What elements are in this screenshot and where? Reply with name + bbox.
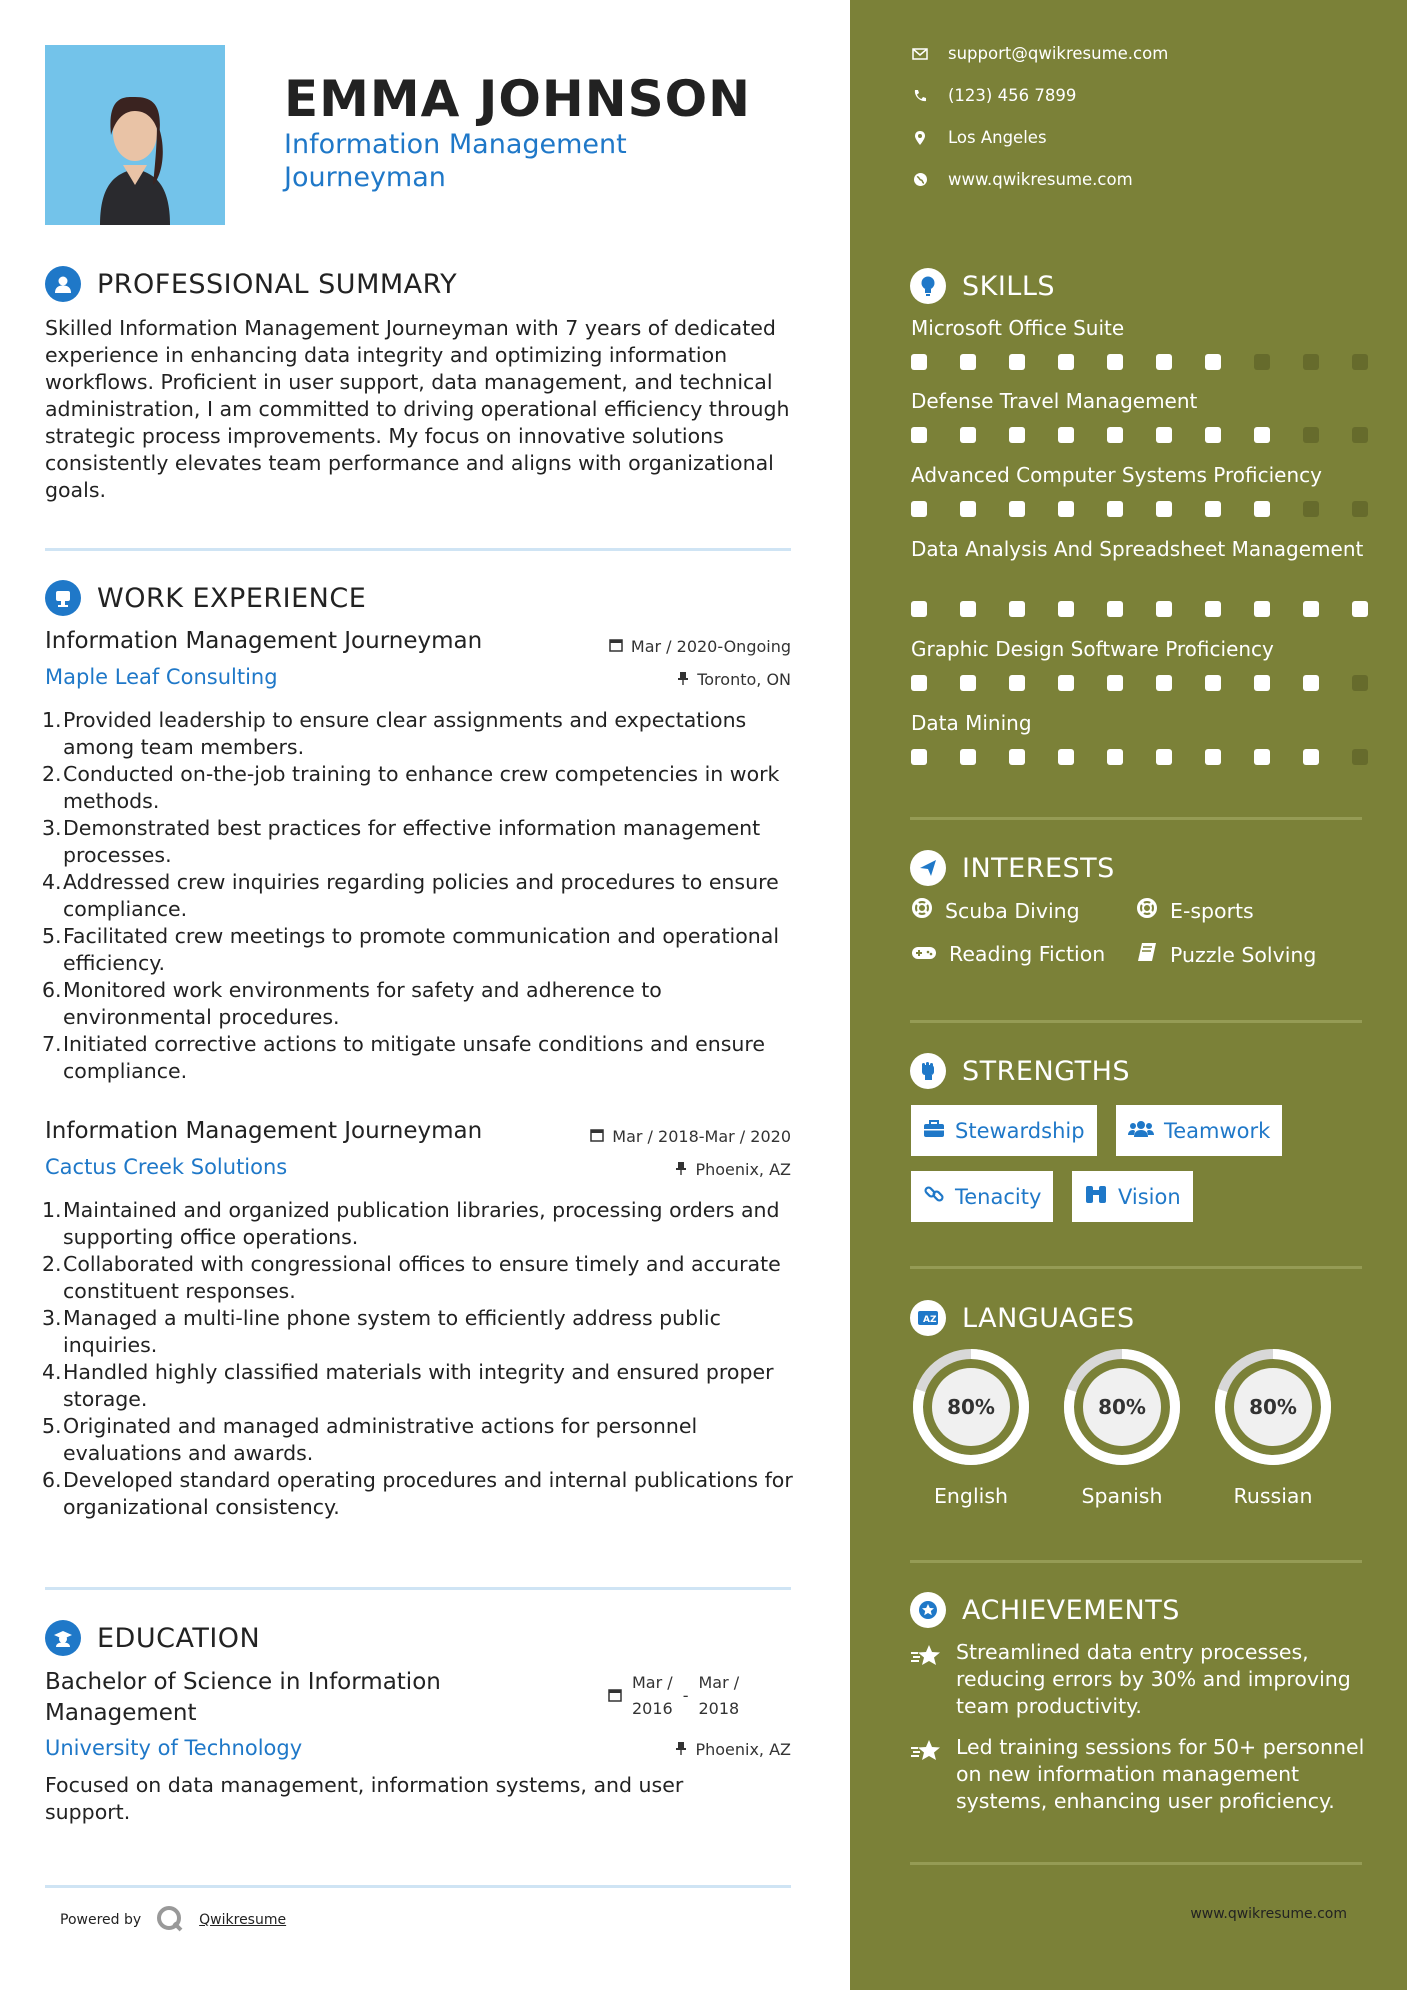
skill-dot-filled [1009, 601, 1025, 617]
job-location-text: Phoenix, AZ [695, 1160, 791, 1179]
skill-dot-filled [960, 354, 976, 370]
divider [910, 1862, 1362, 1865]
summary-title: PROFESSIONAL SUMMARY [97, 268, 458, 300]
education-start-month: Mar / [632, 1673, 673, 1692]
skill-name: Data Mining [911, 711, 1032, 735]
strengths-heading [910, 1053, 1130, 1089]
link-icon [923, 1183, 945, 1210]
skill-dot-filled [1352, 601, 1368, 617]
job-date-text: Mar / 2018-Mar / 2020 [612, 1127, 791, 1146]
contact-phone [910, 86, 1076, 105]
skill-dot-filled [1156, 501, 1172, 517]
skill-dot-empty [1303, 354, 1319, 370]
skill-rating [911, 675, 1368, 691]
divider [910, 1560, 1362, 1563]
list-item: 6. Developed standard operating procedures and internal publications for organizational consistency. [42, 1468, 793, 1519]
skill-dot-filled [1156, 601, 1172, 617]
profile-photo [45, 45, 225, 225]
skills-heading [910, 268, 1055, 304]
education-date-separator: - [682, 1686, 689, 1705]
achievement-item: Streamlined data entry processes, reducing errors by 30% and improving team productivity. [910, 1639, 1370, 1720]
skill-name: Microsoft Office Suite [911, 316, 1125, 340]
language-name: English [933, 1484, 1009, 1508]
skill-dot-filled [960, 675, 976, 691]
skill-dot-filled [911, 675, 927, 691]
job-bullets [42, 1197, 795, 1521]
skill-dot-filled [1303, 601, 1319, 617]
divider [45, 1587, 791, 1590]
language-name: Spanish [1081, 1484, 1163, 1508]
list-item: 4. Handled highly classified materials with integrity and ensured proper storage. [42, 1360, 774, 1411]
skill-dot-filled [1156, 675, 1172, 691]
skill-dot-filled [1254, 675, 1270, 691]
skill-rating [911, 427, 1368, 443]
language-percent: 80% [1098, 1395, 1146, 1419]
skill-name: Defense Travel Management [911, 389, 1198, 413]
list-item: 2. Conducted on-the-job training to enhance crew competencies in work methods. [42, 762, 780, 813]
experience-title: WORK EXPERIENCE [97, 582, 367, 614]
contact-website [910, 170, 1133, 189]
strength-badge: Teamwork [1116, 1105, 1282, 1156]
candidate-role: Information Management Journeyman [284, 129, 627, 193]
strengths-title: STRENGTHS [962, 1055, 1131, 1087]
skill-dot-filled [1009, 501, 1025, 517]
contact-location-text: Los Angeles [948, 128, 1047, 147]
map-pin-icon [910, 130, 930, 146]
skill-dot-filled [1205, 675, 1221, 691]
calendar-icon [609, 637, 623, 656]
education-text: Focused on data management, information systems, and user support. [45, 1773, 684, 1824]
skill-dot-filled [960, 749, 976, 765]
education-end-year: 2018 [698, 1699, 740, 1718]
skill-name: Data Analysis And Spreadsheet Management [911, 537, 1364, 561]
skill-dot-empty [1352, 675, 1368, 691]
skill-dot-empty [1303, 501, 1319, 517]
language-progress-ring [910, 1346, 1032, 1468]
skill-dot-filled [1058, 749, 1074, 765]
list-item: 5. Originated and managed administrative actions for personnel evaluations and awards. [42, 1414, 698, 1465]
skill-dot-filled [1009, 749, 1025, 765]
skill-dot-filled [1254, 749, 1270, 765]
list-item: 6. Monitored work environments for safety and adherence to environmental procedures. [42, 978, 662, 1029]
skill-dot-filled [1107, 354, 1123, 370]
skill-dot-filled [911, 749, 927, 765]
language-progress-ring [1212, 1346, 1334, 1468]
powered-by-label: Powered by [60, 1912, 142, 1928]
list-item: 3. Demonstrated best practices for effective information management processes. [42, 816, 761, 867]
languages-heading [910, 1300, 1135, 1336]
paper-plane-icon [910, 850, 946, 886]
interest-item: Puzzle Solving [1136, 942, 1316, 967]
interest-item: Scuba Diving [911, 897, 1080, 924]
experience-heading [45, 580, 366, 616]
company-name: Maple Leaf Consulting [45, 665, 278, 689]
interests-title: INTERESTS [962, 852, 1115, 884]
star-icon [910, 1639, 942, 1720]
svg-text:A: A [923, 1315, 931, 1325]
skill-dot-filled [1205, 354, 1221, 370]
fist-icon [910, 1053, 946, 1089]
users-icon [1128, 1119, 1154, 1143]
languages-title: LANGUAGES [962, 1302, 1135, 1334]
education-title: EDUCATION [97, 1622, 261, 1654]
skill-dot-filled [1205, 501, 1221, 517]
divider [910, 817, 1362, 820]
pin-icon [675, 1160, 687, 1179]
skill-dot-empty [1254, 354, 1270, 370]
education-location-text: Phoenix, AZ [695, 1740, 791, 1759]
skill-dot-filled [1205, 749, 1221, 765]
skill-name: Graphic Design Software Proficiency [911, 637, 1274, 661]
user-icon [45, 266, 81, 302]
list-item: 1. Provided leadership to ensure clear assignments and expectations among team members. [42, 708, 747, 759]
list-item: 2. Collaborated with congressional offices to ensure timely and accurate constituent responses. [42, 1252, 781, 1303]
job-location [675, 1160, 791, 1179]
education-date [608, 1670, 739, 1722]
pin-icon [677, 670, 689, 689]
interests-heading [910, 850, 1115, 886]
contact-email [910, 44, 1168, 63]
language-percent: 80% [1249, 1395, 1297, 1419]
skill-dot-filled [1303, 749, 1319, 765]
job-bullets [42, 707, 795, 1085]
briefcase-icon [923, 1119, 945, 1143]
achievements-heading [910, 1592, 1180, 1628]
strength-badge: Vision [1072, 1171, 1193, 1222]
language-name: Russian [1233, 1484, 1313, 1508]
skill-dot-filled [911, 427, 927, 443]
skill-rating [911, 749, 1368, 765]
lightbulb-icon [910, 268, 946, 304]
skill-dot-filled [1156, 427, 1172, 443]
lifebuoy-icon [1136, 897, 1158, 924]
binoculars-icon [1084, 1184, 1108, 1209]
interest-item: Reading Fiction [911, 942, 1105, 966]
skill-dot-filled [1058, 501, 1074, 517]
achievements-title: ACHIEVEMENTS [962, 1594, 1180, 1626]
calendar-icon [590, 1127, 604, 1146]
qwikresume-link[interactable]: Qwikresume [199, 1912, 287, 1928]
job-date-text: Mar / 2020-Ongoing [630, 637, 791, 656]
skill-dot-filled [1107, 749, 1123, 765]
job-date [609, 637, 791, 656]
list-item: 7. Initiated corrective actions to mitigate unsafe conditions and ensure compliance. [42, 1032, 765, 1083]
list-item: 4. Addressed crew inquiries regarding policies and procedures to ensure compliance. [42, 870, 779, 921]
divider [910, 1266, 1362, 1269]
sidebar [850, 0, 1407, 1990]
translate-icon [910, 1300, 946, 1336]
skill-dot-empty [1352, 427, 1368, 443]
education-location [675, 1740, 791, 1759]
skill-dot-filled [1303, 675, 1319, 691]
skill-dot-filled [1254, 427, 1270, 443]
lifebuoy-icon [911, 897, 933, 924]
footer-url[interactable]: www.qwikresume.com [1190, 1906, 1347, 1922]
job-date [590, 1127, 791, 1146]
star-icon [910, 1734, 942, 1815]
calendar-icon [608, 1670, 622, 1722]
skill-dot-filled [1058, 675, 1074, 691]
contact-location [910, 128, 1047, 147]
language-progress-ring [1061, 1346, 1183, 1468]
language-item [1061, 1346, 1183, 1508]
skill-dot-filled [1205, 427, 1221, 443]
skill-dot-filled [1107, 501, 1123, 517]
skill-dot-filled [1107, 675, 1123, 691]
skill-dot-filled [911, 354, 927, 370]
globe-icon [910, 172, 930, 187]
contact-email-text[interactable]: support@qwikresume.com [948, 44, 1169, 63]
skill-dot-filled [1254, 601, 1270, 617]
phone-icon [910, 89, 930, 103]
skill-dot-filled [1107, 427, 1123, 443]
divider [45, 548, 791, 551]
skill-name: Advanced Computer Systems Proficiency [911, 463, 1322, 487]
interest-item: E-sports [1136, 897, 1254, 924]
education-end-month: Mar / [698, 1673, 740, 1692]
education-heading [45, 1620, 260, 1656]
skill-rating [911, 601, 1368, 617]
divider [45, 1885, 791, 1888]
star-badge-icon [910, 1592, 946, 1628]
contact-phone-text: (123) 456 7899 [948, 86, 1077, 105]
achievement-item: Led training sessions for 50+ personnel on new information management systems, enhancing user proficiency. [910, 1734, 1370, 1815]
graduation-cap-icon [45, 1620, 81, 1656]
powered-by [60, 1904, 286, 1936]
skill-dot-filled [911, 601, 927, 617]
summary-text: Skilled Information Management Journeyman with 7 years of dedicated experience in enhancing data integrity and optimizing information workflows. Proficient in user support, data management, and technical administration, I am committed to driving operational efficiency through strategic process improvements. My focus on innovative solutions consistently elevates team performance and aligns with organizational goals. [45, 316, 790, 502]
summary-heading [45, 266, 457, 302]
skill-dot-filled [1254, 501, 1270, 517]
skill-dot-filled [960, 427, 976, 443]
language-item [1212, 1346, 1334, 1508]
skill-dot-filled [1156, 354, 1172, 370]
skill-dot-filled [1009, 354, 1025, 370]
education-start-year: 2016 [632, 1699, 673, 1718]
skill-dot-empty [1352, 354, 1368, 370]
job-location [677, 670, 791, 689]
strength-badge: Stewardship [911, 1105, 1097, 1156]
skill-dot-empty [1352, 501, 1368, 517]
skill-dot-filled [960, 501, 976, 517]
company-name: Cactus Creek Solutions [45, 1155, 288, 1179]
job-title: Information Management Journeyman [45, 1118, 483, 1144]
book-icon [1136, 942, 1158, 967]
skill-dot-filled [1058, 354, 1074, 370]
skill-dot-filled [1205, 601, 1221, 617]
language-item [910, 1346, 1032, 1508]
gamepad-icon [911, 942, 937, 966]
divider [910, 1020, 1362, 1023]
skill-dot-filled [911, 501, 927, 517]
svg-text:Z: Z [930, 1315, 938, 1325]
skill-dot-filled [1009, 675, 1025, 691]
skill-rating [911, 354, 1368, 370]
school-name: University of Technology [45, 1736, 303, 1760]
skill-dot-filled [1058, 427, 1074, 443]
skill-rating [911, 501, 1368, 517]
skill-dot-empty [1352, 749, 1368, 765]
degree-title: Bachelor of Science in Information Management [45, 1669, 441, 1726]
envelope-icon [910, 48, 930, 60]
skill-dot-filled [1156, 749, 1172, 765]
skill-dot-empty [1303, 427, 1319, 443]
strength-badge: Tenacity [911, 1171, 1053, 1222]
briefcase-icon [45, 580, 81, 616]
skills-title: SKILLS [962, 270, 1056, 302]
job-location-text: Toronto, ON [697, 670, 791, 689]
skill-dot-filled [960, 601, 976, 617]
candidate-name: EMMA JOHNSON [284, 70, 751, 128]
list-item: 1. Maintained and organized publication libraries, processing orders and supporting office operations. [42, 1198, 780, 1249]
language-percent: 80% [947, 1395, 995, 1419]
skill-dot-filled [1058, 601, 1074, 617]
skill-dot-filled [1107, 601, 1123, 617]
contact-website-text[interactable]: www.qwikresume.com [948, 170, 1133, 189]
skill-dot-filled [1009, 427, 1025, 443]
list-item: 3. Managed a multi-line phone system to efficiently address public inquiries. [42, 1306, 721, 1357]
job-title: Information Management Journeyman [45, 628, 483, 654]
list-item: 5. Facilitated crew meetings to promote communication and operational efficiency. [42, 924, 780, 975]
pin-icon [675, 1740, 687, 1759]
qwikresume-logo-icon [155, 1904, 185, 1936]
